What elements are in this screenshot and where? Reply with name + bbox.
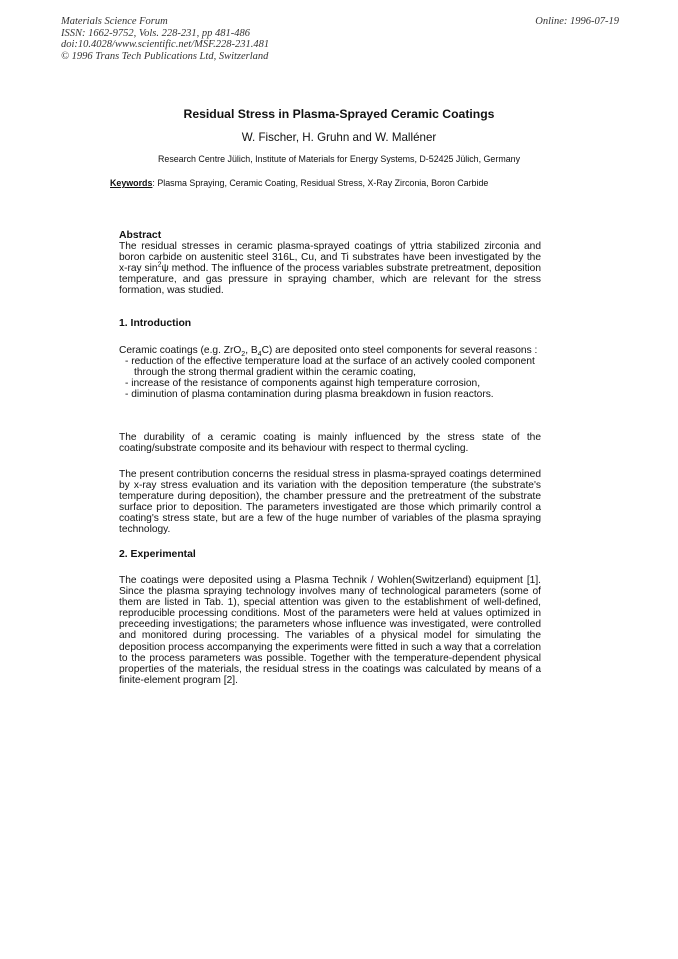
- paper-affiliation: Research Centre Jülich, Institute of Materials for Energy Systems, D-52425 Jülich, Germany: [157, 154, 521, 164]
- introduction-heading: 1. Introduction: [119, 318, 192, 329]
- paper-authors: W. Fischer, H. Gruhn and W. Malléner: [241, 131, 437, 144]
- keywords-text: : Plasma Spraying, Ceramic Coating, Residual Stress, X-Ray Zirconia, Boron Carbide: [152, 178, 489, 188]
- journal-metadata: [61, 16, 269, 62]
- intro-text-1: [119, 345, 541, 359]
- abstract-text-part2: method. The influence of the process variables substrate pretreatment, deposition temperature, and gas pressure in spraying chamber, which are relevant for the stress formation, was studied.: [119, 263, 541, 297]
- paper-title: Residual Stress in Plasma-Sprayed Ceramic Coatings: [183, 107, 495, 121]
- abstract-text: [119, 241, 541, 296]
- abstract-psi-symbol: ψ: [161, 263, 169, 275]
- experimental-heading-block: [119, 549, 541, 560]
- intro-paragraph-3: [119, 469, 541, 536]
- zro2-subscript: 2: [241, 351, 246, 359]
- intro-paragraph-1: [119, 345, 541, 400]
- intro-paragraph-2: [119, 432, 541, 454]
- online-date: Online: 1996-07-19: [535, 16, 619, 27]
- b4c-subscript: 4: [257, 351, 262, 359]
- doi-line[interactable]: doi:10.4028/www.scientific.net/MSF.228-231.481: [61, 39, 270, 51]
- reasons-list: [119, 356, 541, 400]
- intro-heading-block: [119, 318, 541, 329]
- experimental-text-1: The coatings were deposited using a Plasma Technik / Wohlen(Switzerland) equipment [1]. Since the plasma spraying technology involves many of technological parameters (some of them are listed in Tab. 1), special attention was given to the establishment of well-defined, reproducible processing conditions. Most of the parameters were held at values optimized in preceeding investigations; the parameters whose influence was investigated, were controlled and monitored during processing. The variables of a physical model for simulating the deposition process accompanying the experiments were fitted in such a way that a correlation to the process parameters was possible. Together with the temperature-dependent physical properties of the materials, the residual stress in the coatings was calculated by means of a finite-element program [2].: [119, 575, 541, 686]
- keywords-label: Keywords: [110, 178, 153, 188]
- journal-name: Materials Science Forum: [61, 16, 168, 27]
- intro-text-3: The present contribution concerns the residual stress in plasma-sprayed coatings determined by x-ray stress evaluation and its variation with the deposition temperature (the substrate's temperature during deposition), the chamber pressure and the pretreatment of the substrate surface prior to deposition. The parameters investigated are those which primarily control a coating's stress state, but are a few of the huge number of variables of the plasma spraying technology.: [119, 469, 541, 536]
- copyright-line: © 1996 Trans Tech Publications Ltd, Switzerland: [61, 50, 269, 62]
- abstract-text-part1: The residual stresses in ceramic plasma-sprayed coatings of yttria stabilized zirconia and boron carbide on austenitic steel 316L, Cu, and Ti substrates have been investigated by the x-ray sin: [119, 241, 541, 275]
- intro-text-2: The durability of a ceramic coating is mainly influenced by the stress state of the coating/substrate composite and its behaviour with respect to thermal cycling.: [119, 432, 541, 455]
- abstract-superscript: 2: [157, 261, 162, 269]
- abstract-heading: Abstract: [119, 230, 162, 241]
- list-item: - increase of the resistance of components against high temperature corrosion,: [125, 378, 481, 390]
- list-item: - reduction of the effective temperature load at the surface of an actively cooled component through the strong thermal gradient within the ceramic coating,: [125, 356, 535, 379]
- issn-line: ISSN: 1662-9752, Vols. 228-231, pp 481-486: [61, 27, 250, 39]
- abstract-section: [119, 230, 541, 297]
- list-item: - diminution of plasma contamination during plasma breakdown in fusion reactors.: [125, 389, 494, 401]
- keywords-line: [110, 178, 488, 188]
- intro-text-1b: , B: [245, 345, 258, 356]
- intro-text-1a: Ceramic coatings (e.g. ZrO: [119, 345, 242, 356]
- experimental-heading: 2. Experimental: [119, 549, 196, 560]
- intro-text-1c: C) are deposited onto steel components for several reasons :: [261, 345, 538, 356]
- experimental-paragraph-1: [119, 575, 541, 686]
